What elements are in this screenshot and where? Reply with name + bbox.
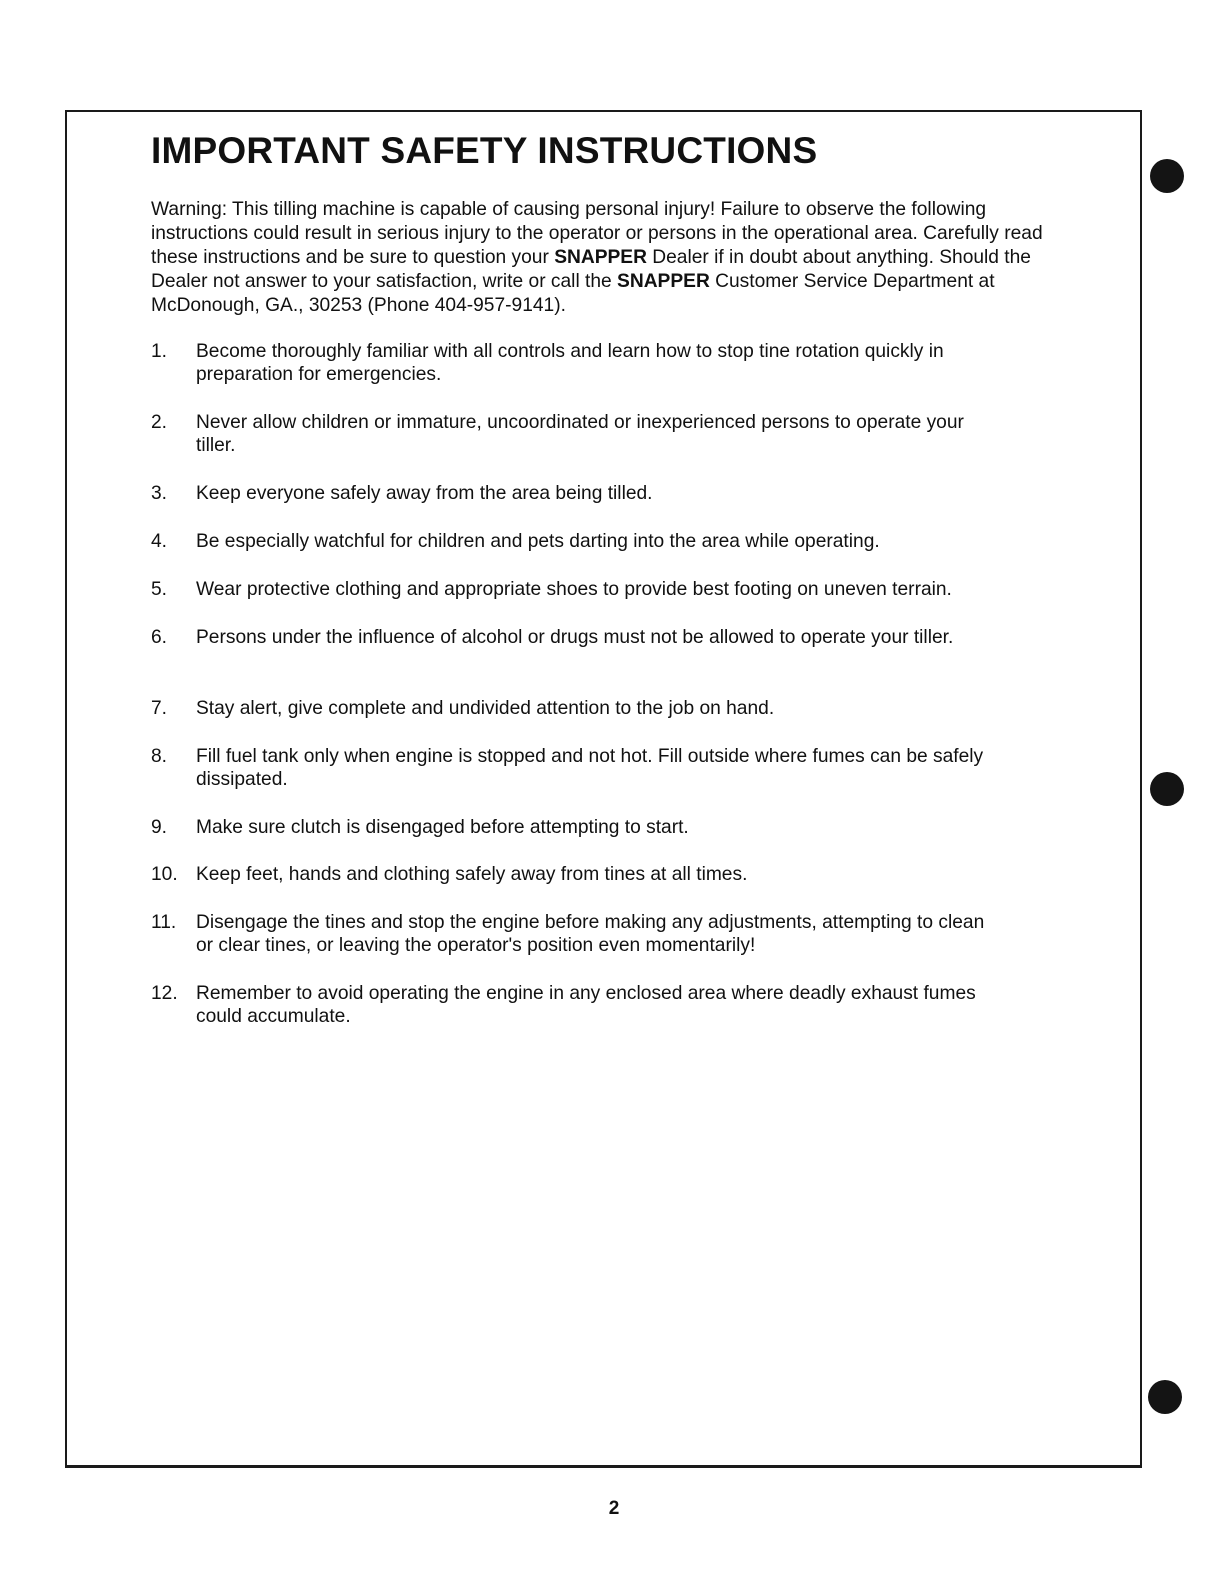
instruction-text: Remember to avoid operating the engine in any enclosed area where deadly exhaust fumes could accumulate. (196, 983, 976, 1027)
instruction-number: 3. (151, 483, 168, 504)
instruction-text: Disengage the tines and stop the engine before making any adjustments, attempting to clean or clear tines, or leaving the operator's position even momentarily! (196, 912, 985, 956)
instruction-text: Be especially watchful for children and pets darting into the area while operating. (196, 531, 880, 552)
warning-paragraph (151, 198, 1046, 318)
instruction-text: Stay alert, give complete and undivided attention to the job on hand. (196, 698, 775, 719)
instruction-text: Make sure clutch is disengaged before attempting to start. (196, 817, 689, 838)
punch-hole-bottom (1148, 1380, 1182, 1414)
instruction-number: 1. (151, 341, 168, 362)
instruction-number: 6. (151, 627, 168, 648)
punch-hole-middle (1150, 772, 1184, 806)
instruction-number: 2. (151, 412, 168, 433)
brand-name: SNAPPER (617, 271, 710, 292)
instruction-text: Never allow children or immature, uncoordinated or inexperienced persons to operate your tiller. (196, 412, 964, 456)
warning-text-1: Warning: This tilling machine is capable of causing personal injury! Failure to observe the following instructions could result in serious injury to the operator or persons in the operational area. Carefully read these instructions and be sure to question your (151, 199, 1043, 268)
instruction-text: Fill fuel tank only when engine is stopped and not hot. Fill outside where fumes can be safely dissipated. (196, 746, 984, 790)
instruction-number: 9. (151, 817, 168, 838)
brand-name: SNAPPER (554, 247, 647, 268)
instruction-text: Keep feet, hands and clothing safely away from tines at all times. (196, 864, 748, 885)
warning-text-3: Customer Service Department at McDonough, GA., 30253 (Phone 404-957-9141). (151, 271, 995, 316)
punch-hole-top (1150, 159, 1184, 193)
instruction-number: 12. (151, 983, 178, 1004)
instruction-text: Wear protective clothing and appropriate shoes to provide best footing on uneven terrain. (196, 579, 952, 600)
instruction-number: 8. (151, 746, 168, 767)
instruction-number: 7. (151, 698, 168, 719)
instruction-text: Keep everyone safely away from the area being tilled. (196, 483, 653, 504)
page-title: IMPORTANT SAFETY INSTRUCTIONS (151, 130, 818, 171)
instruction-number: 5. (151, 579, 168, 600)
warning-text-2: Dealer if in doubt about anything. Should the Dealer not answer to your satisfaction, write or call the (151, 247, 1031, 292)
instruction-text: Persons under the influence of alcohol or drugs must not be allowed to operate your tiller. (196, 627, 954, 648)
instruction-number: 4. (151, 531, 168, 552)
instruction-number: 10. (151, 864, 178, 885)
instruction-number: 11. (151, 912, 177, 933)
instruction-text: Become thoroughly familiar with all controls and learn how to stop tine rotation quickly in preparation for emergencies. (196, 341, 944, 385)
page-number: 2 (608, 1498, 620, 1519)
